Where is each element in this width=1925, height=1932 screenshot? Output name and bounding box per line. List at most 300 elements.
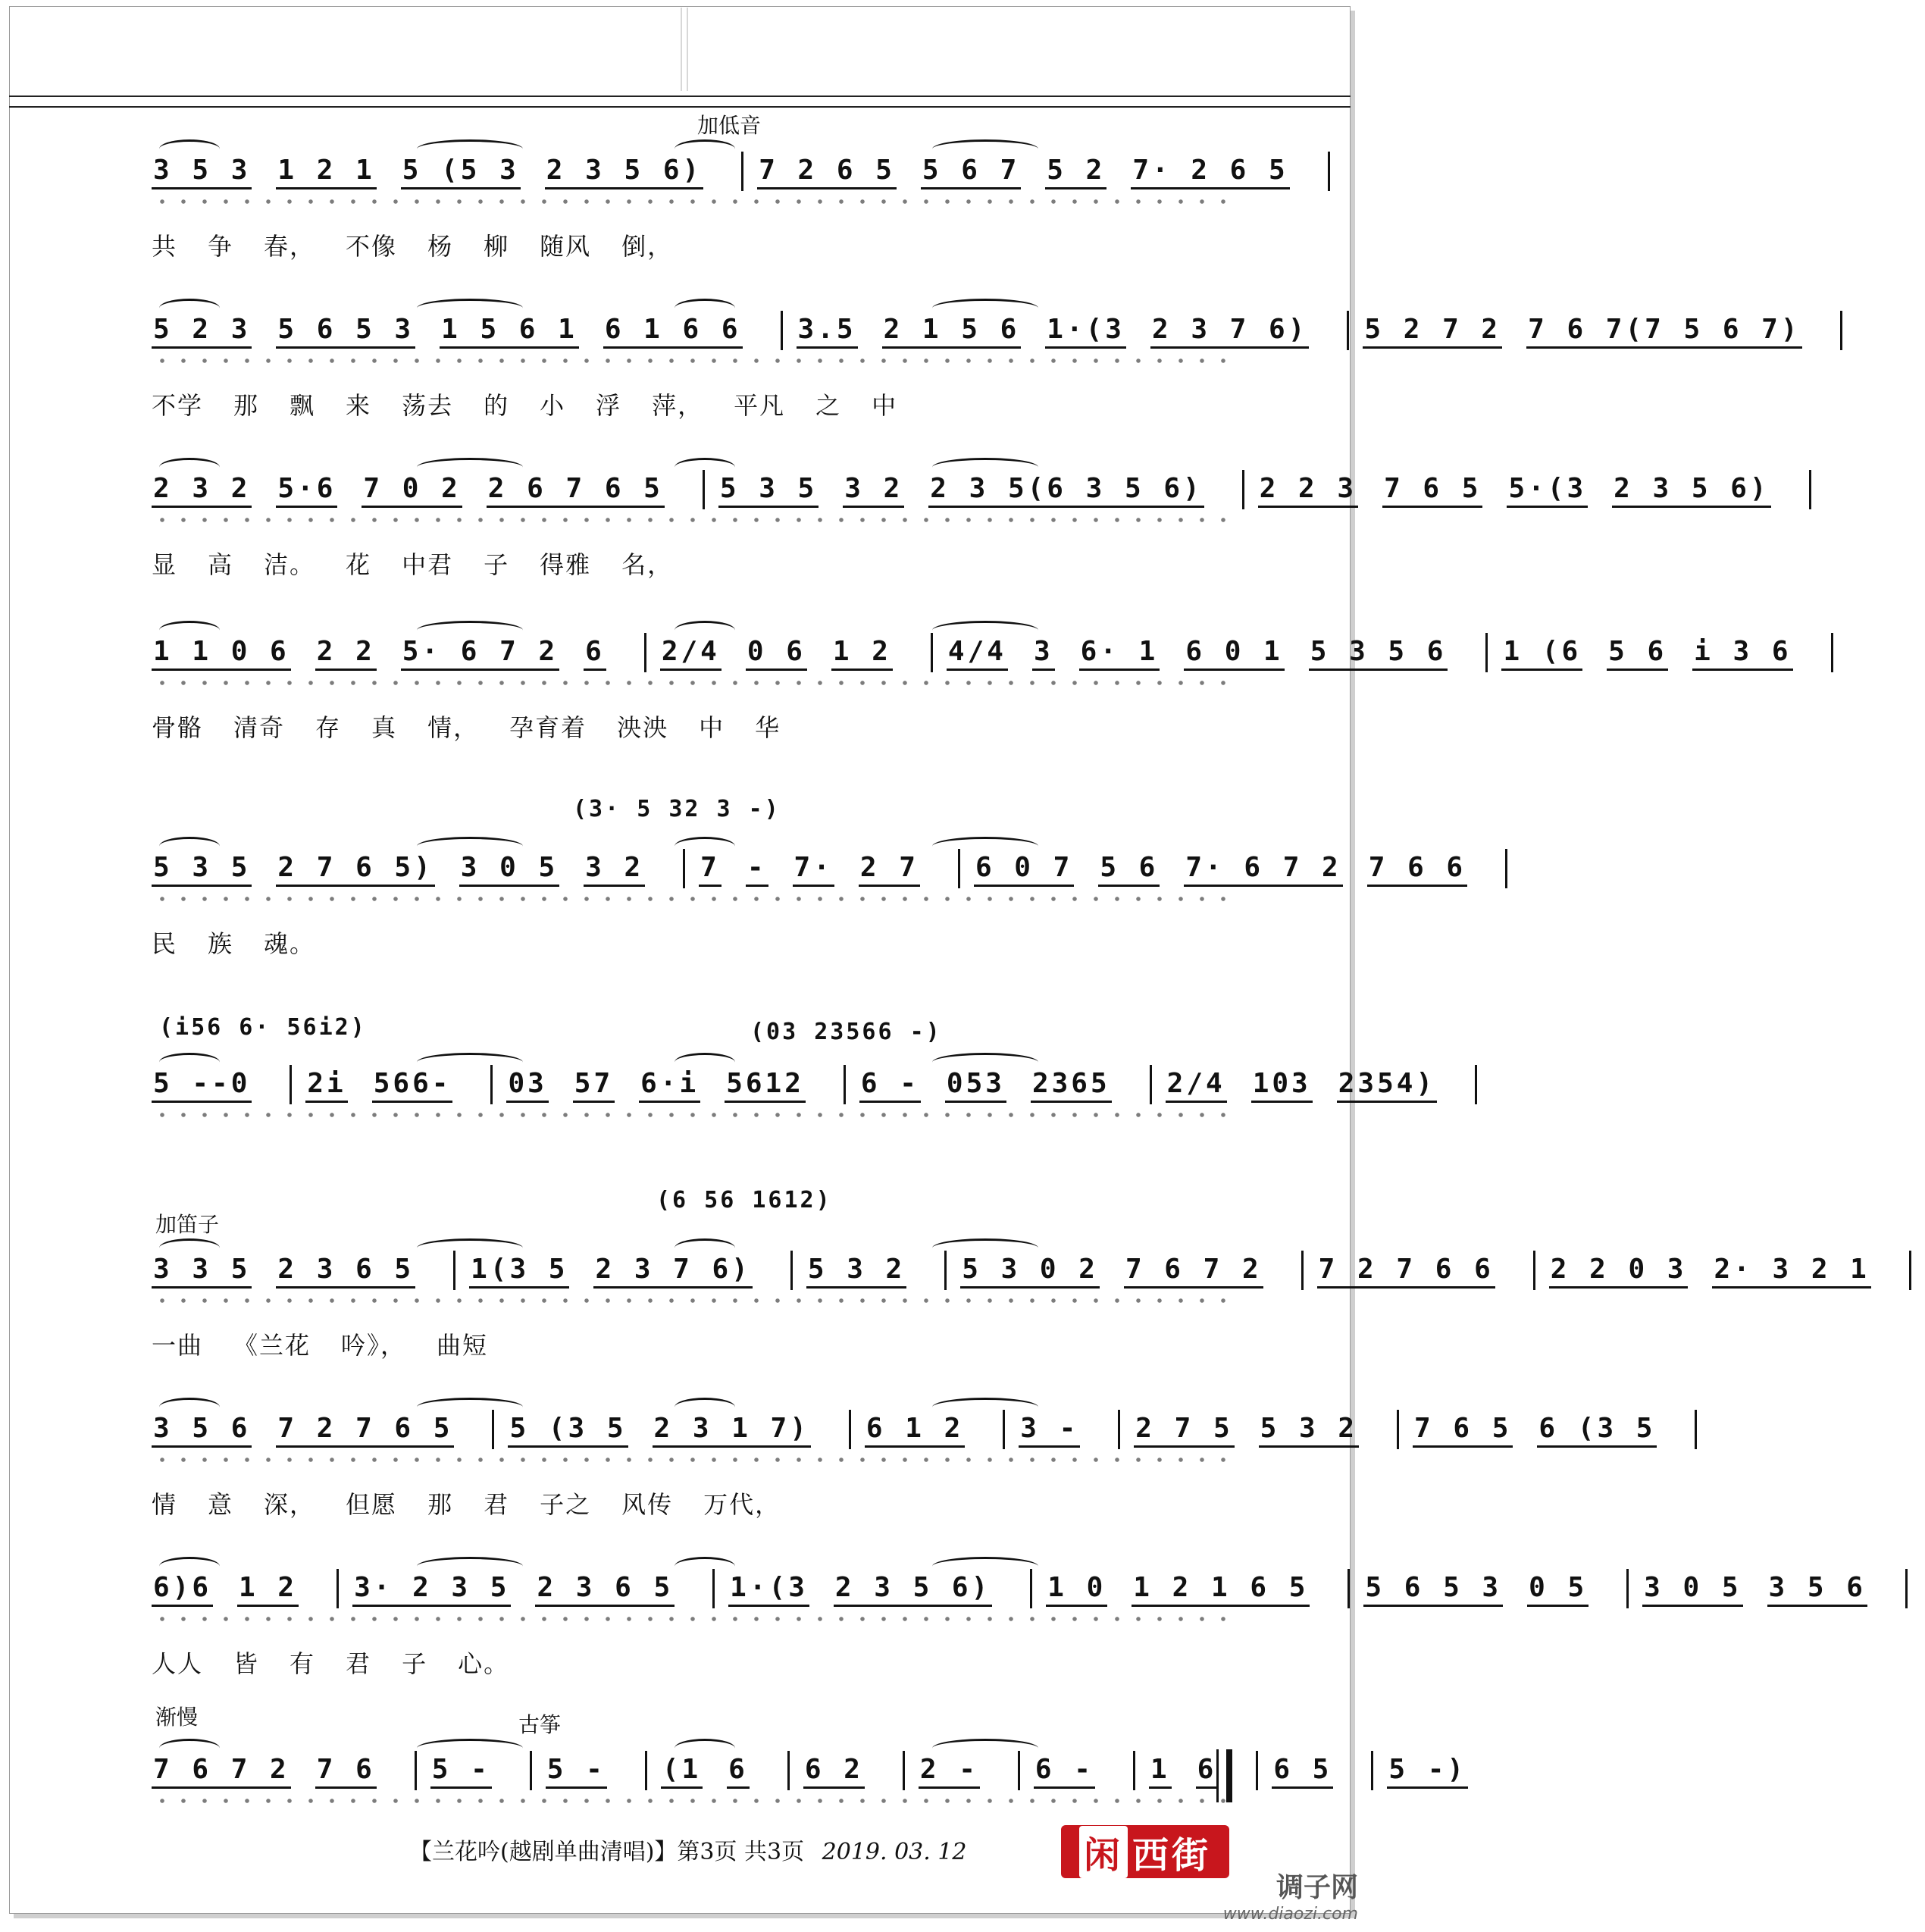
note-group: 1 2 (831, 636, 893, 671)
lyric-word: 倒， (621, 232, 674, 261)
lyric-word: 心。 (458, 1649, 510, 1678)
lyric-word: 飘 (290, 391, 316, 420)
slur-mark (159, 458, 220, 477)
note-group: 5 - (430, 1754, 492, 1789)
note-group: 5612 (725, 1068, 806, 1103)
barline (1348, 1569, 1350, 1608)
lyric-line (152, 227, 1228, 261)
note-group: 7 6 7(7 5 6 7) (1526, 314, 1801, 349)
barline (1533, 1251, 1535, 1290)
note-group: 7 6 5 (1413, 1413, 1513, 1448)
note-group: 5 6 5 3 (276, 314, 415, 349)
note-group: 5 3 2 (1259, 1413, 1359, 1448)
note-group: 2 2 3 (1258, 473, 1358, 508)
lyric-word: 真 (371, 713, 398, 742)
note-group: 2 3 6 5 (535, 1572, 675, 1607)
slur-mark (159, 621, 220, 640)
note-group: 1·(3 (1045, 314, 1126, 349)
note-group: 1 5 6 1 (440, 314, 579, 349)
slur-mark (159, 1053, 220, 1072)
note-group: 5 2 (1045, 155, 1106, 189)
barline (1347, 311, 1349, 350)
lyric-word: 有 (290, 1649, 316, 1678)
barline (1695, 1410, 1697, 1449)
lyric-word: 意 (208, 1490, 234, 1519)
footer-title: 【兰花吟(越剧单曲清唱)】第3页 共3页 (409, 1839, 805, 1865)
octave-dots (152, 199, 1228, 205)
lyric-word: 之 (815, 391, 842, 420)
note-group: 5·6 (276, 473, 337, 508)
note-group: 7· 6 7 2 (1184, 852, 1342, 887)
note-group: 57 (573, 1068, 615, 1103)
slur-mark (675, 299, 735, 318)
interlude-notes: (6 56 1612) (656, 1187, 832, 1213)
slur-mark (159, 1739, 220, 1758)
note-group: 1·(3 (728, 1572, 809, 1607)
score-row (152, 273, 1801, 436)
barline (1301, 1251, 1304, 1290)
annotation-add-flute: 加笛子 (155, 1212, 220, 1237)
lyric-word: 那 (233, 391, 260, 420)
barline (1831, 633, 1833, 672)
lyric-word: 族 (208, 929, 234, 958)
lyric-word: 的 (484, 391, 510, 420)
lyric-line (152, 1645, 1228, 1678)
slur-mark (159, 299, 220, 318)
note-group: 1 2 1 (276, 155, 376, 189)
barline (1371, 1751, 1373, 1790)
note-group: 3 0 5 (459, 852, 559, 887)
octave-dots (152, 1112, 1228, 1118)
note-line (152, 633, 1792, 678)
barline (1118, 1410, 1120, 1449)
note-group: (1 (661, 1754, 703, 1789)
note-group: 3 5 6 (1767, 1572, 1867, 1607)
note-group: 7 6 6 (1367, 852, 1467, 887)
note-group: 5 6 (1607, 636, 1668, 671)
note-group: 0 6 (746, 636, 807, 671)
note-group: 7 6 5 (1382, 473, 1482, 508)
note-group: 5 --0 (152, 1068, 252, 1103)
note-group: 7· (793, 852, 834, 887)
lyric-word: 情， (427, 713, 480, 742)
note-group: 6 - (859, 1068, 921, 1103)
slur-mark (932, 1739, 1038, 1758)
note-group: 6 0 1 (1184, 636, 1284, 671)
note-group: 1 (6 (1501, 636, 1582, 671)
slur-mark (675, 1398, 735, 1417)
note-group: 2 7 (859, 852, 920, 887)
note-group: 6 1 2 (865, 1413, 965, 1448)
lyric-word: 中 (699, 713, 725, 742)
note-group: 5 2 3 (152, 314, 252, 349)
lyric-word: 浮 (596, 391, 622, 420)
barline (787, 1751, 790, 1790)
lyric-word: 杨 (427, 232, 454, 261)
slur-mark (417, 837, 523, 856)
score-row (152, 811, 1466, 974)
note-group: 6 (584, 636, 606, 671)
note-group: 5 3 0 2 (960, 1254, 1100, 1289)
slur-mark (932, 1053, 1038, 1072)
note-group: 7 2 7 6 6 (1317, 1254, 1495, 1289)
note-group: 0 5 (1527, 1572, 1589, 1607)
slur-mark (417, 1557, 523, 1576)
slur-mark (417, 1238, 523, 1257)
lyric-line (152, 1326, 1228, 1360)
note-group: - (746, 852, 768, 887)
lyric-word: 不像 (346, 232, 398, 261)
slur-mark (159, 1398, 220, 1417)
stamp-char: 闲 (1079, 1826, 1128, 1878)
annotation-gradually-slow: 渐慢 (155, 1705, 199, 1730)
note-group: 6 - (1034, 1754, 1095, 1789)
note-group: 2 3 2 (152, 473, 252, 508)
note-group: 2 3 5(6 3 5 6) (928, 473, 1204, 508)
barline (1905, 1569, 1908, 1608)
note-line (152, 470, 1770, 515)
note-group: 7 2 7 6 5 (276, 1413, 454, 1448)
slur-mark (675, 458, 735, 477)
note-group: 6 2 (803, 1754, 865, 1789)
note-group: 2 6 7 6 5 (487, 473, 665, 508)
note-line (152, 849, 1466, 894)
octave-dots (152, 358, 1228, 364)
note-group: 7 0 2 (362, 473, 462, 508)
barline (1256, 1751, 1258, 1790)
lyric-word: 显 (152, 550, 178, 579)
note-line (152, 1410, 1656, 1455)
note-group: 053 (945, 1068, 1006, 1103)
barline (1909, 1251, 1911, 1290)
lyric-word: 一曲 (152, 1331, 204, 1360)
octave-dots (152, 517, 1228, 523)
barline (1809, 470, 1811, 509)
octave-dots (152, 1616, 1228, 1622)
lyric-word: 名， (621, 550, 674, 579)
note-group: 3 (1032, 636, 1055, 671)
barline (644, 633, 646, 672)
lyric-word: 骨骼 (152, 713, 204, 742)
note-group: 6· 1 (1079, 636, 1160, 671)
lyric-line (152, 387, 1228, 420)
note-group: 7 (699, 852, 721, 887)
lyric-word: 君 (484, 1490, 510, 1519)
octave-dots (152, 1798, 1228, 1804)
note-group: 2 2 (315, 636, 377, 671)
note-group: 5 3 5 (152, 852, 252, 887)
lyric-word: 华 (755, 713, 781, 742)
lyric-word: 民 (152, 929, 178, 958)
lyric-word: 柳 (484, 232, 510, 261)
note-line (152, 152, 1288, 197)
note-group: 103 (1251, 1068, 1313, 1103)
note-group: 2 7 6 5) (276, 852, 434, 887)
note-group: 5 - (546, 1754, 607, 1789)
barline (741, 152, 743, 191)
lyric-word: 高 (208, 550, 234, 579)
barline (1626, 1569, 1629, 1608)
slur-mark (417, 1398, 523, 1417)
note-group: 2 1 5 6 (882, 314, 1022, 349)
barline (336, 1569, 339, 1608)
stamp-text: 西街 (1132, 1833, 1212, 1877)
watermark-url: www.diaozi.com (1222, 1905, 1358, 1924)
note-group: 2/4 (1166, 1068, 1227, 1103)
note-group: 6 (727, 1754, 750, 1789)
barline (530, 1751, 532, 1790)
score-row (152, 114, 1288, 277)
note-group: 5·(3 (1507, 473, 1588, 508)
slur-mark (417, 139, 523, 158)
note-group: 3 2 (584, 852, 645, 887)
interlude-notes: (03 23566 -) (750, 1019, 942, 1045)
note-group: 7 6 7 2 (1124, 1254, 1263, 1289)
lyric-word: 洁。 (264, 550, 316, 579)
score-row (152, 1027, 1436, 1190)
lyric-line (152, 709, 1228, 742)
footer-date: 2019. 03. 12 (822, 1839, 967, 1865)
slur-mark (675, 1238, 735, 1257)
barline (849, 1410, 851, 1449)
lyric-word: 万代， (703, 1490, 781, 1519)
note-group: 5 6 7 (921, 155, 1021, 189)
lyric-word: 来 (346, 391, 372, 420)
slur-mark (932, 458, 1038, 477)
note-group: 03 (506, 1068, 548, 1103)
lyric-line (152, 546, 1228, 579)
slur-mark (932, 299, 1038, 318)
slur-mark (417, 458, 523, 477)
lyric-word: 存 (315, 713, 342, 742)
slur-mark (159, 837, 220, 856)
header-rule (9, 96, 1351, 108)
note-group: 5 3 2 (806, 1254, 906, 1289)
slur-mark (417, 1053, 523, 1072)
note-group: 5· 6 7 2 (401, 636, 559, 671)
logo-stamp (1061, 1825, 1229, 1878)
slur-mark (675, 1557, 735, 1576)
note-group: 2/4 (660, 636, 721, 671)
slur-mark (675, 621, 735, 640)
interlude-notes: (i56 6· 56i2) (159, 1014, 367, 1041)
note-group: 6)6 (152, 1572, 213, 1607)
note-group: 6 (1196, 1754, 1219, 1789)
top-margin-mark (687, 8, 688, 91)
note-group: 1(3 5 (469, 1254, 569, 1289)
top-margin-mark (681, 8, 682, 91)
note-group: 3 0 5 (1642, 1572, 1742, 1607)
slur-mark (417, 621, 523, 640)
lyric-word: 得雅 (540, 550, 592, 579)
lyric-word: 春， (264, 232, 316, 261)
note-group: 5 (3 5 (508, 1413, 628, 1448)
barline (1133, 1751, 1135, 1790)
lyric-word: 中 (872, 391, 898, 420)
lyric-word: 子之 (540, 1490, 592, 1519)
note-group: 3 2 (843, 473, 904, 508)
note-line (152, 1251, 1870, 1296)
note-group: 7 6 (315, 1754, 377, 1789)
interlude-notes: (3· 5 32 3 -) (573, 796, 781, 822)
barline (1485, 633, 1488, 672)
note-group: 5 6 (1098, 852, 1160, 887)
barline (1150, 1065, 1152, 1104)
score-row (152, 595, 1792, 758)
note-group: 1 1 0 6 (152, 636, 291, 671)
note-group: 3.5 (797, 314, 858, 349)
note-group: 6 1 6 6 (603, 314, 743, 349)
note-group: 2· 3 2 1 (1712, 1254, 1870, 1289)
note-group: 2 3 1 7) (653, 1413, 811, 1448)
barline (1840, 311, 1842, 350)
lyric-word: 君 (346, 1649, 372, 1678)
note-group: 2 3 5 6) (834, 1572, 992, 1607)
lyric-word: 那 (427, 1490, 454, 1519)
barline (1505, 849, 1507, 888)
lyric-word: 小 (540, 391, 566, 420)
lyric-word: 《兰花 (233, 1331, 311, 1360)
slur-mark (675, 139, 735, 158)
note-group: 7 2 6 5 (757, 155, 897, 189)
note-group: 2354) (1337, 1068, 1437, 1103)
score-row (152, 1372, 1656, 1535)
note-group: 6 0 7 (974, 852, 1074, 887)
barline (645, 1751, 647, 1790)
note-group: 2 3 5 6) (1612, 473, 1770, 508)
note-group: 2 3 7 6) (593, 1254, 752, 1289)
lyric-line (152, 925, 1228, 958)
slur-mark (675, 1739, 735, 1758)
note-line (152, 1065, 1436, 1110)
note-group: 2 2 0 3 (1549, 1254, 1689, 1289)
note-group: 1 (1149, 1754, 1172, 1789)
note-group: 3· 2 3 5 (352, 1572, 511, 1607)
lyric-word: 魂。 (264, 929, 316, 958)
lyric-word: 清奇 (233, 713, 286, 742)
lyric-word: 深， (264, 1490, 316, 1519)
note-group: 5 3 5 (718, 473, 819, 508)
slur-mark (932, 1238, 1038, 1257)
note-group: 6·i (639, 1068, 700, 1103)
footer (409, 1833, 1061, 1869)
note-group: 3 5 6 (152, 1413, 252, 1448)
barline (290, 1065, 292, 1104)
slur-mark (417, 1739, 523, 1758)
site-watermark (1207, 1866, 1358, 1927)
final-barline (1216, 1749, 1232, 1802)
note-group: 5 3 5 6 (1309, 636, 1448, 671)
slur-mark (932, 621, 1038, 640)
note-group: 2365 (1031, 1068, 1112, 1103)
annotation-add-low: 加低音 (697, 113, 762, 138)
slur-mark (159, 139, 220, 158)
lyric-word: 随风 (540, 232, 592, 261)
note-group: 1 2 (237, 1572, 299, 1607)
slur-mark (932, 139, 1038, 158)
lyric-word: 不学 (152, 391, 204, 420)
lyric-word: 人人 (152, 1649, 204, 1678)
note-group: 1 2 1 6 5 (1132, 1572, 1310, 1607)
barline (903, 1751, 905, 1790)
slur-mark (159, 1557, 220, 1576)
lyric-word: 吟》， (341, 1331, 407, 1360)
score-row (152, 1213, 1870, 1376)
lyric-word: 平凡 (734, 391, 786, 420)
slur-mark (675, 837, 735, 856)
note-group: 5 2 7 2 (1363, 314, 1502, 349)
note-group: 2i (305, 1068, 347, 1103)
lyric-word: 情 (152, 1490, 178, 1519)
note-line (152, 1751, 1467, 1796)
note-group: 3 3 5 (152, 1254, 252, 1289)
note-group: 5 (5 3 (401, 155, 521, 189)
note-group: 2 3 5 6) (545, 155, 703, 189)
octave-dots (152, 680, 1228, 686)
octave-dots (152, 896, 1228, 902)
watermark-name: 调子网 (1276, 1872, 1358, 1903)
score-row (152, 1531, 1866, 1694)
slur-mark (932, 837, 1038, 856)
lyric-word: 子 (484, 550, 510, 579)
note-group: 4/4 (947, 636, 1008, 671)
lyric-word: 风传 (621, 1490, 674, 1519)
barline (781, 311, 783, 350)
lyric-word: 花 (346, 550, 372, 579)
lyric-word: 争 (208, 232, 234, 261)
barline (1328, 152, 1330, 191)
slur-mark (932, 1557, 1038, 1576)
note-line (152, 1569, 1866, 1614)
note-group: 2 7 5 (1134, 1413, 1234, 1448)
note-group: 7 6 7 2 (152, 1754, 291, 1789)
lyric-word: 但愿 (346, 1490, 398, 1519)
lyric-word: 萍， (652, 391, 704, 420)
note-group: 1 0 (1046, 1572, 1107, 1607)
barline (1475, 1065, 1477, 1104)
lyric-word: 孕育着 (509, 713, 587, 742)
slur-mark (932, 1398, 1038, 1417)
note-group: 6 (3 5 (1537, 1413, 1657, 1448)
lyric-word: 子 (402, 1649, 428, 1678)
note-group: 6 5 (1272, 1754, 1333, 1789)
octave-dots (152, 1298, 1228, 1304)
note-group: 2 3 7 6) (1150, 314, 1309, 349)
note-group: 5 -) (1387, 1754, 1468, 1789)
barline (844, 1065, 846, 1104)
barline (1397, 1410, 1399, 1449)
slur-mark (417, 299, 523, 318)
slur-mark (675, 1053, 735, 1072)
lyric-word: 泱泱 (617, 713, 669, 742)
barline (790, 1251, 793, 1290)
annotation-guzheng: 古筝 (518, 1712, 562, 1737)
note-group: 3 5 3 (152, 155, 252, 189)
lyric-word: 中君 (402, 550, 454, 579)
note-group: 5 6 5 3 (1363, 1572, 1503, 1607)
lyric-line (152, 1486, 1228, 1519)
lyric-word: 皆 (233, 1649, 260, 1678)
note-group: 7· 2 6 5 (1131, 155, 1289, 189)
lyric-word: 曲短 (437, 1331, 489, 1360)
note-group: i 3 6 (1692, 636, 1792, 671)
note-group: 3 - (1019, 1413, 1080, 1448)
note-line (152, 311, 1801, 356)
octave-dots (152, 1457, 1228, 1463)
note-group: 566- (372, 1068, 453, 1103)
barline (1242, 470, 1244, 509)
lyric-word: 荡去 (402, 391, 454, 420)
